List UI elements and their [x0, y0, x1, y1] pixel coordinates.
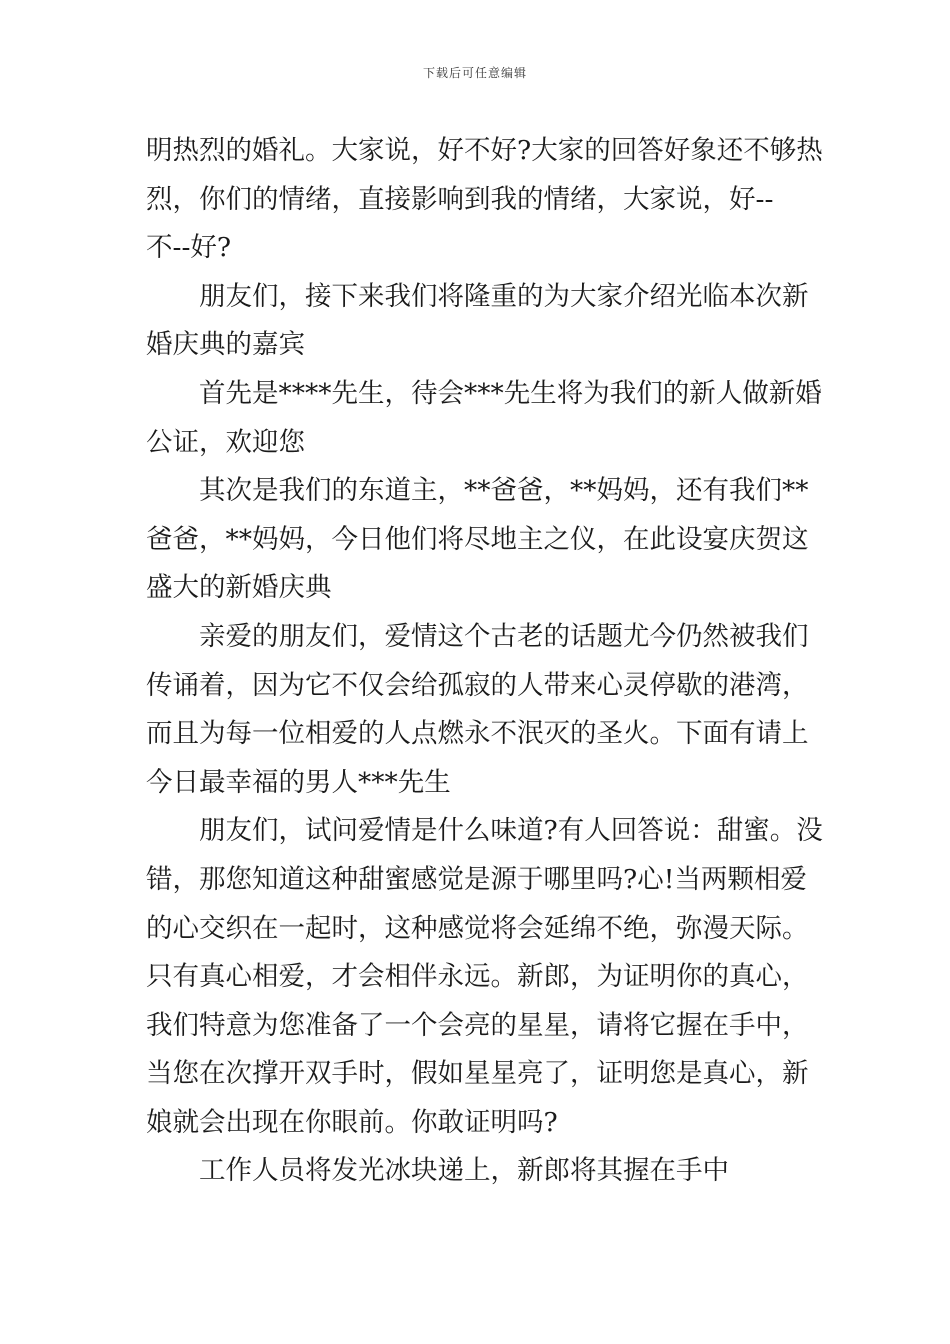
paragraph [146, 807, 823, 1147]
text-line: 烈，你们的情绪，直接影响到我的情绪，大家说，好-- [146, 183, 774, 215]
text-line: 明热烈的婚礼。大家说，好不好?大家的回答好象还不够热 [146, 135, 823, 166]
text-line: 当您在次撑开双手时，假如星星亮了，证明您是真心，新 [146, 1058, 809, 1090]
paragraph [146, 273, 808, 370]
text-line: 首先是****先生，待会***先生将为我们的新人做新婚 [199, 377, 822, 409]
page-header: 下载后可任意编辑 [422, 66, 527, 80]
text-line: 其次是我们的东道主，**爸爸，**妈妈，还有我们** [199, 475, 809, 507]
paragraph [146, 370, 822, 467]
text-line: 朋友们，试问爱情是什么味道?有人回答说：甜蜜。没 [199, 815, 823, 847]
text-line: 传诵着，因为它不仅会给孤寂的人带来心灵停歇的港湾， [146, 669, 809, 701]
text-line: 盛大的新婚庆典 [146, 572, 332, 604]
text-line: 公证，欢迎您 [146, 426, 305, 458]
text-line: 娘就会出现在你眼前。你敢证明吗? [146, 1106, 558, 1138]
text-line: 工作人员将发光冰块递上，新郎将其握在手中 [199, 1155, 729, 1187]
text-line: 的心交织在一起时，这种感觉将会延绵不绝，弥漫天际。 [146, 912, 809, 944]
text-line: 朋友们，接下来我们将隆重的为大家介绍光临本次新 [199, 280, 809, 312]
text-line: 亲爱的朋友们，爱情这个古老的话题尤今仍然被我们 [199, 620, 809, 652]
text-line: 只有真心相爱，才会相伴永远。新郎，为证明你的真心， [146, 961, 809, 993]
paragraph [146, 1147, 808, 1196]
text-line: 不--好? [146, 232, 232, 264]
text-line: 爸爸，**妈妈，今日他们将尽地主之仪，在此设宴庆贺这 [146, 523, 809, 555]
text-line: 今日最幸福的男人***先生 [146, 766, 451, 798]
text-line: 错，那您知道这种甜蜜感觉是源于哪里吗?心!当两颗相爱 [146, 863, 807, 895]
paragraph [146, 467, 808, 613]
text-line: 婚庆典的嘉宾 [146, 329, 305, 361]
paragraph [146, 613, 808, 807]
paragraph [146, 127, 823, 273]
document-body [146, 127, 823, 1196]
text-line: 我们特意为您准备了一个会亮的星星，请将它握在手中， [146, 1009, 809, 1041]
text-line: 而且为每一位相爱的人点燃永不泯灭的圣火。下面有请上 [146, 718, 809, 750]
